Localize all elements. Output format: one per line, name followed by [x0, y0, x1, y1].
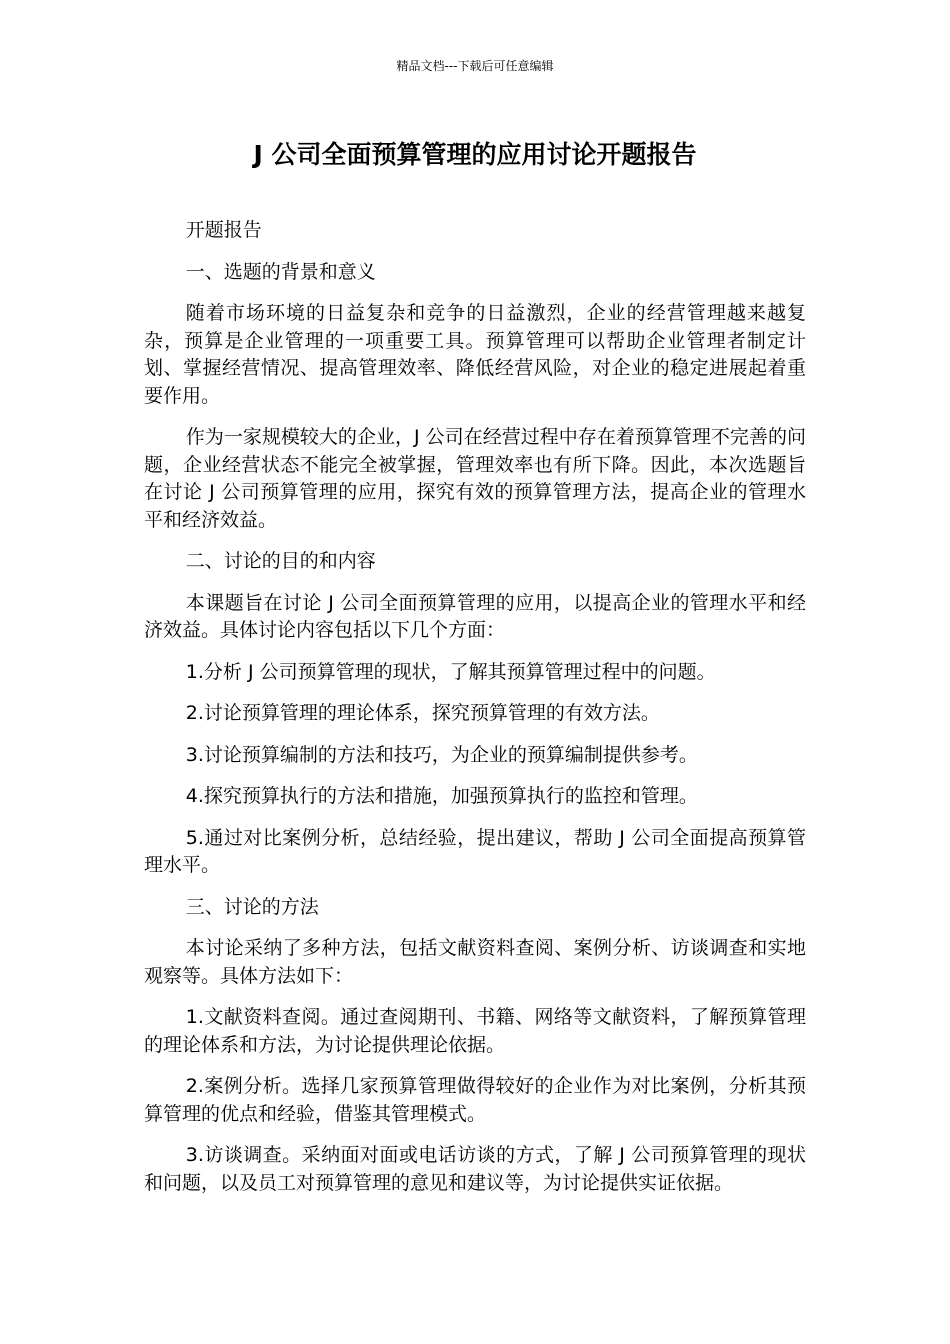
section-label-report: 开题报告	[185, 219, 262, 241]
section-heading-3: 三、讨论的方法	[185, 895, 319, 918]
body-paragraph: 本讨论采纳了多种方法，包括文献资料查阅、案例分析、访谈调查和实地观察等。具体方法如下：	[144, 937, 806, 987]
section-heading-1: 一、选题的背景和意义	[185, 260, 376, 283]
section-heading-2: 二、讨论的目的和内容	[185, 550, 376, 572]
document-body	[144, 217, 806, 1211]
body-paragraph: 作为一家规模较大的企业，J 公司在经营过程中存在着预算管理不完善的问题，企业经营状态不能完全被掌握，管理效率也有所下降。因此，本次选题旨在讨论 J 公司预算管理的应用，探究有效的预算管理方法，提高企业的管理水平和经济效益。	[144, 426, 806, 531]
list-item: 1.文献资料查阅。通过查阅期刊、书籍、网络等文献资料，了解预算管理的理论体系和方法，为讨论提供理论依据。	[144, 1006, 806, 1056]
list-item: 2.案例分析。选择几家预算管理做得较好的企业作为对比案例，分析其预算管理的优点和经验，借鉴其管理模式。	[144, 1075, 806, 1125]
body-paragraph: 随着市场环境的日益复杂和竞争的日益激烈，企业的经营管理越来越复杂，预算是企业管理的一项重要工具。预算管理可以帮助企业管理者制定计划、掌握经营情况、提高管理效率、降低经营风险，对企业的稳定进展起着重要作用。	[144, 302, 806, 407]
body-paragraph: 本课题旨在讨论 J 公司全面预算管理的应用，以提高企业的管理水平和经济效益。具体讨论内容包括以下几个方面：	[144, 591, 806, 641]
header-note: 精品文档---下载后可任意编辑	[396, 59, 554, 73]
list-item: 1.分析 J 公司预算管理的现状，了解其预算管理过程中的问题。	[185, 660, 716, 683]
document-title: J 公司全面预算管理的应用讨论开题报告	[253, 140, 697, 169]
list-item: 2.讨论预算管理的理论体系，探究预算管理的有效方法。	[185, 702, 660, 724]
list-item: 3.讨论预算编制的方法和技巧，为企业的预算编制提供参考。	[185, 743, 698, 766]
list-item: 4.探究预算执行的方法和措施，加强预算执行的监控和管理。	[185, 785, 698, 807]
list-item: 5.通过对比案例分析，总结经验，提出建议，帮助 J 公司全面提高预算管理水平。	[144, 826, 806, 876]
list-item: 3.访谈调查。采纳面对面或电话访谈的方式，了解 J 公司预算管理的现状和问题，以及员工对预算管理的意见和建议等，为讨论提供实证依据。	[144, 1144, 806, 1194]
